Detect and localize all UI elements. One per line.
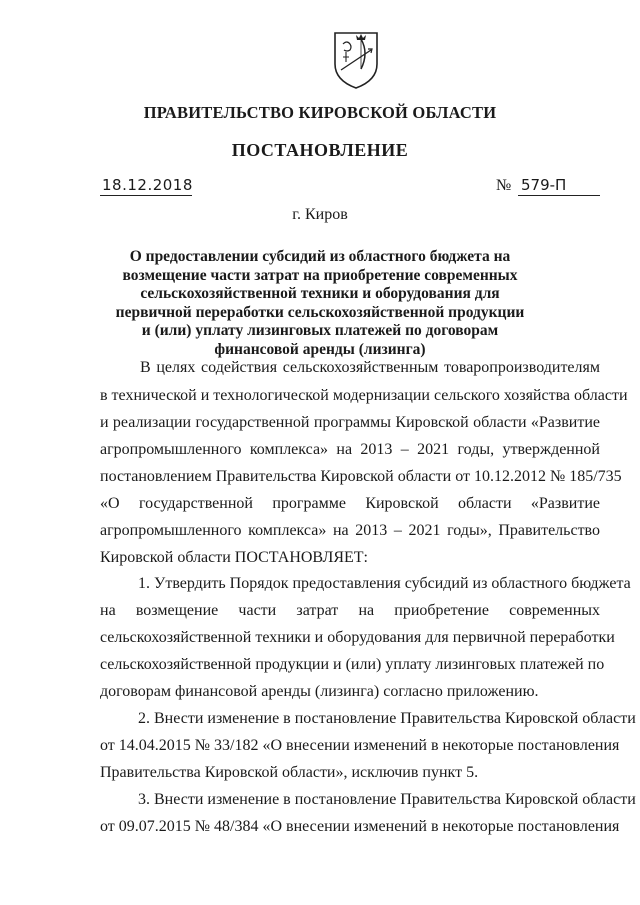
document-date: 18.12.2018	[102, 176, 193, 194]
government-name: ПРАВИТЕЛЬСТВО КИРОВСКОЙ ОБЛАСТИ	[143, 103, 497, 122]
document-number: 579-П	[521, 176, 567, 194]
body-line: 3. Внести изменение в постановление Правительства Кировской области	[138, 791, 636, 808]
body-line: Кировской области ПОСТАНОВЛЯЕТ:	[100, 549, 368, 566]
document-type: ПОСТАНОВЛЕНИЕ	[231, 140, 409, 160]
document-city: г. Киров	[292, 206, 348, 223]
body-line: сельскохозяйственной техники и оборудования для первичной переработки	[100, 629, 615, 646]
body-line: в технической и технологической модернизации сельского хозяйства области	[100, 387, 628, 404]
body-line: агропромышленного комплекса» на 2013 – 2021 годы, утвержденной	[100, 441, 600, 458]
body-line: Правительства Кировской области», исключив пункт 5.	[100, 764, 479, 781]
body-line: 1. Утвердить Порядок предоставления субсидий из областного бюджета	[138, 575, 631, 592]
body-line: от 14.04.2015 № 33/182 «О внесении изменений в некоторые постановления	[100, 737, 620, 754]
document-title: О предоставлении субсидий из областного бюджета на возмещение части затрат на приобретение современных сельскохозяйственной техники и оборудования для первичной переработки сельскохозяйственной продукции и (или) уплату лизинговых платежей по договорам финансовой аренды (лизинга)	[115, 248, 525, 358]
number-sign: №	[496, 177, 512, 194]
body-line: на возмещение части затрат на приобретение современных	[100, 602, 600, 619]
body-line: «О государственной программе Кировской области «Развитие	[100, 495, 600, 512]
body-line: агропромышленного комплекса» на 2013 – 2021 годы», Правительство	[100, 522, 600, 539]
body-line: договорам финансовой аренды (лизинга) согласно приложению.	[100, 683, 539, 700]
document-body	[100, 0, 636, 905]
body-line: и реализации государственной программы Кировской области «Развитие	[100, 414, 600, 431]
body-line: сельскохозяйственной продукции и (или) уплату лизинговых платежей по	[100, 656, 605, 673]
body-line: В целях содействия сельскохозяйственным товаропроизводителям	[140, 359, 600, 376]
body-line: от 09.07.2015 № 48/384 «О внесении изменений в некоторые постановления	[100, 818, 620, 835]
body-line: постановлением Правительства Кировской области от 10.12.2012 № 185/735	[100, 468, 622, 485]
body-line: 2. Внести изменение в постановление Правительства Кировской области	[138, 710, 636, 727]
